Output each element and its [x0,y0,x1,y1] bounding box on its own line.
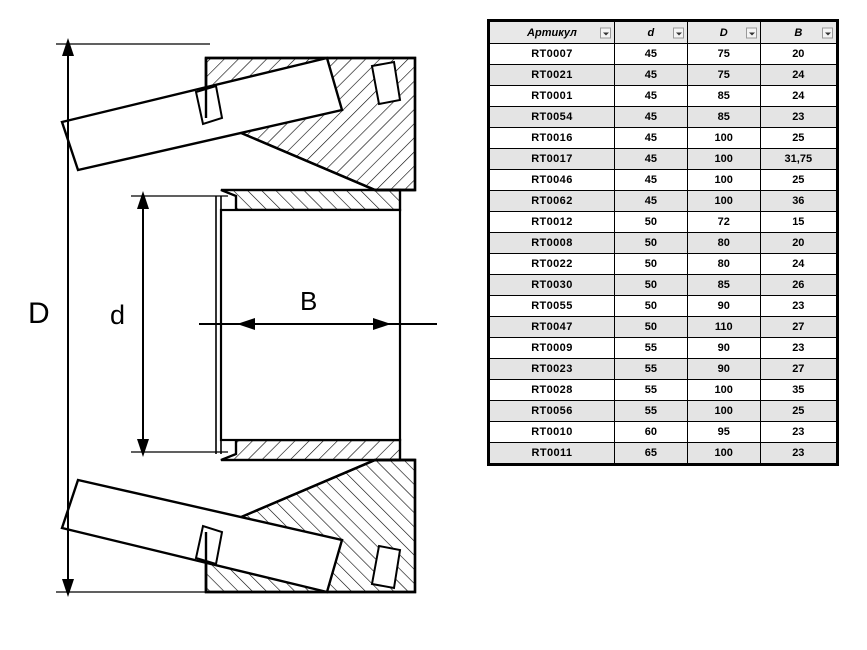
cell-D: 100 [687,380,760,401]
cell-d: 55 [614,380,687,401]
cell-d: 60 [614,422,687,443]
cell-D: 100 [687,170,760,191]
table-row[interactable] [490,296,837,317]
column-header-D[interactable] [687,22,760,44]
cell-B: 25 [760,170,836,191]
table-row[interactable] [490,443,837,464]
column-header-article[interactable] [490,22,615,44]
cell-d: 50 [614,317,687,338]
cell-B: 24 [760,254,836,275]
table-row[interactable] [490,233,837,254]
cell-article: RT0047 [490,317,615,338]
cell-article: RT0062 [490,191,615,212]
column-header-article-label: Артикул [527,26,577,39]
bearing-dimensions-table [489,21,837,464]
dimension-label-B: B [300,286,318,316]
cell-D: 110 [687,317,760,338]
cell-D: 95 [687,422,760,443]
table-header-row [490,22,837,44]
filter-dropdown-icon[interactable] [822,27,833,38]
table-row[interactable] [490,359,837,380]
cell-article: RT0021 [490,65,615,86]
cell-B: 27 [760,359,836,380]
cell-article: RT0012 [490,212,615,233]
cell-D: 80 [687,254,760,275]
cell-article: RT0016 [490,128,615,149]
cell-article: RT0030 [490,275,615,296]
cell-B: 26 [760,275,836,296]
cell-d: 55 [614,401,687,422]
cell-B: 23 [760,422,836,443]
column-header-B-label: B [794,26,803,39]
cell-D: 85 [687,86,760,107]
cell-d: 50 [614,254,687,275]
column-header-d[interactable] [614,22,687,44]
cell-d: 50 [614,296,687,317]
cell-D: 90 [687,338,760,359]
table-body [490,44,837,464]
cell-B: 24 [760,86,836,107]
cell-D: 75 [687,65,760,86]
table-row[interactable] [490,254,837,275]
cell-article: RT0046 [490,170,615,191]
cell-D: 100 [687,443,760,464]
bearing-inner-ring-lower [221,440,400,460]
table-row[interactable] [490,401,837,422]
table-row[interactable] [490,44,837,65]
table-row[interactable] [490,338,837,359]
bearing-dimensions-table-container [487,19,839,466]
cell-B: 23 [760,296,836,317]
cell-B: 25 [760,128,836,149]
cell-D: 85 [687,275,760,296]
cell-B: 23 [760,338,836,359]
cell-article: RT0008 [490,233,615,254]
table-row[interactable] [490,191,837,212]
table-row[interactable] [490,149,837,170]
table-row[interactable] [490,422,837,443]
cell-article: RT0023 [490,359,615,380]
column-header-d-label: d [647,26,655,39]
filter-dropdown-icon[interactable] [673,27,684,38]
table-row[interactable] [490,212,837,233]
cell-d: 50 [614,233,687,254]
cell-d: 45 [614,128,687,149]
table-row[interactable] [490,170,837,191]
cell-D: 80 [687,233,760,254]
cell-article: RT0010 [490,422,615,443]
cell-B: 27 [760,317,836,338]
cell-B: 35 [760,380,836,401]
cell-B: 25 [760,401,836,422]
table-row[interactable] [490,65,837,86]
cell-d: 45 [614,149,687,170]
column-header-B[interactable] [760,22,836,44]
filter-dropdown-icon[interactable] [746,27,757,38]
cell-D: 100 [687,149,760,170]
cell-D: 90 [687,296,760,317]
table-row[interactable] [490,317,837,338]
table-row[interactable] [490,275,837,296]
table-row[interactable] [490,380,837,401]
cell-article: RT0022 [490,254,615,275]
cell-B: 36 [760,191,836,212]
cell-d: 45 [614,191,687,212]
cell-B: 24 [760,65,836,86]
column-header-D-label: D [719,26,728,39]
cell-d: 45 [614,65,687,86]
cell-B: 20 [760,233,836,254]
filter-dropdown-icon[interactable] [600,27,611,38]
cell-article: RT0011 [490,443,615,464]
cell-d: 55 [614,338,687,359]
cell-d: 45 [614,170,687,191]
cell-d: 55 [614,359,687,380]
cell-D: 90 [687,359,760,380]
cell-d: 50 [614,212,687,233]
cell-d: 65 [614,443,687,464]
cell-D: 75 [687,44,760,65]
cell-D: 100 [687,191,760,212]
cell-article: RT0056 [490,401,615,422]
cell-D: 100 [687,128,760,149]
cell-B: 23 [760,443,836,464]
dimension-label-d: d [110,300,126,330]
cell-D: 100 [687,401,760,422]
cell-article: RT0017 [490,149,615,170]
cell-article: RT0001 [490,86,615,107]
cell-B: 15 [760,212,836,233]
cell-B: 20 [760,44,836,65]
cell-d: 45 [614,107,687,128]
table-row[interactable] [490,107,837,128]
cell-B: 23 [760,107,836,128]
dimension-label-D: D [28,297,50,330]
table-row[interactable] [490,86,837,107]
cell-d: 45 [614,44,687,65]
cell-article: RT0007 [490,44,615,65]
cell-article: RT0009 [490,338,615,359]
cell-D: 72 [687,212,760,233]
cell-article: RT0055 [490,296,615,317]
bearing-inner-ring-upper [221,190,400,210]
cell-d: 50 [614,275,687,296]
cell-article: RT0028 [490,380,615,401]
cell-article: RT0054 [490,107,615,128]
cell-B: 31,75 [760,149,836,170]
table-row[interactable] [490,128,837,149]
cell-d: 45 [614,86,687,107]
cell-D: 85 [687,107,760,128]
